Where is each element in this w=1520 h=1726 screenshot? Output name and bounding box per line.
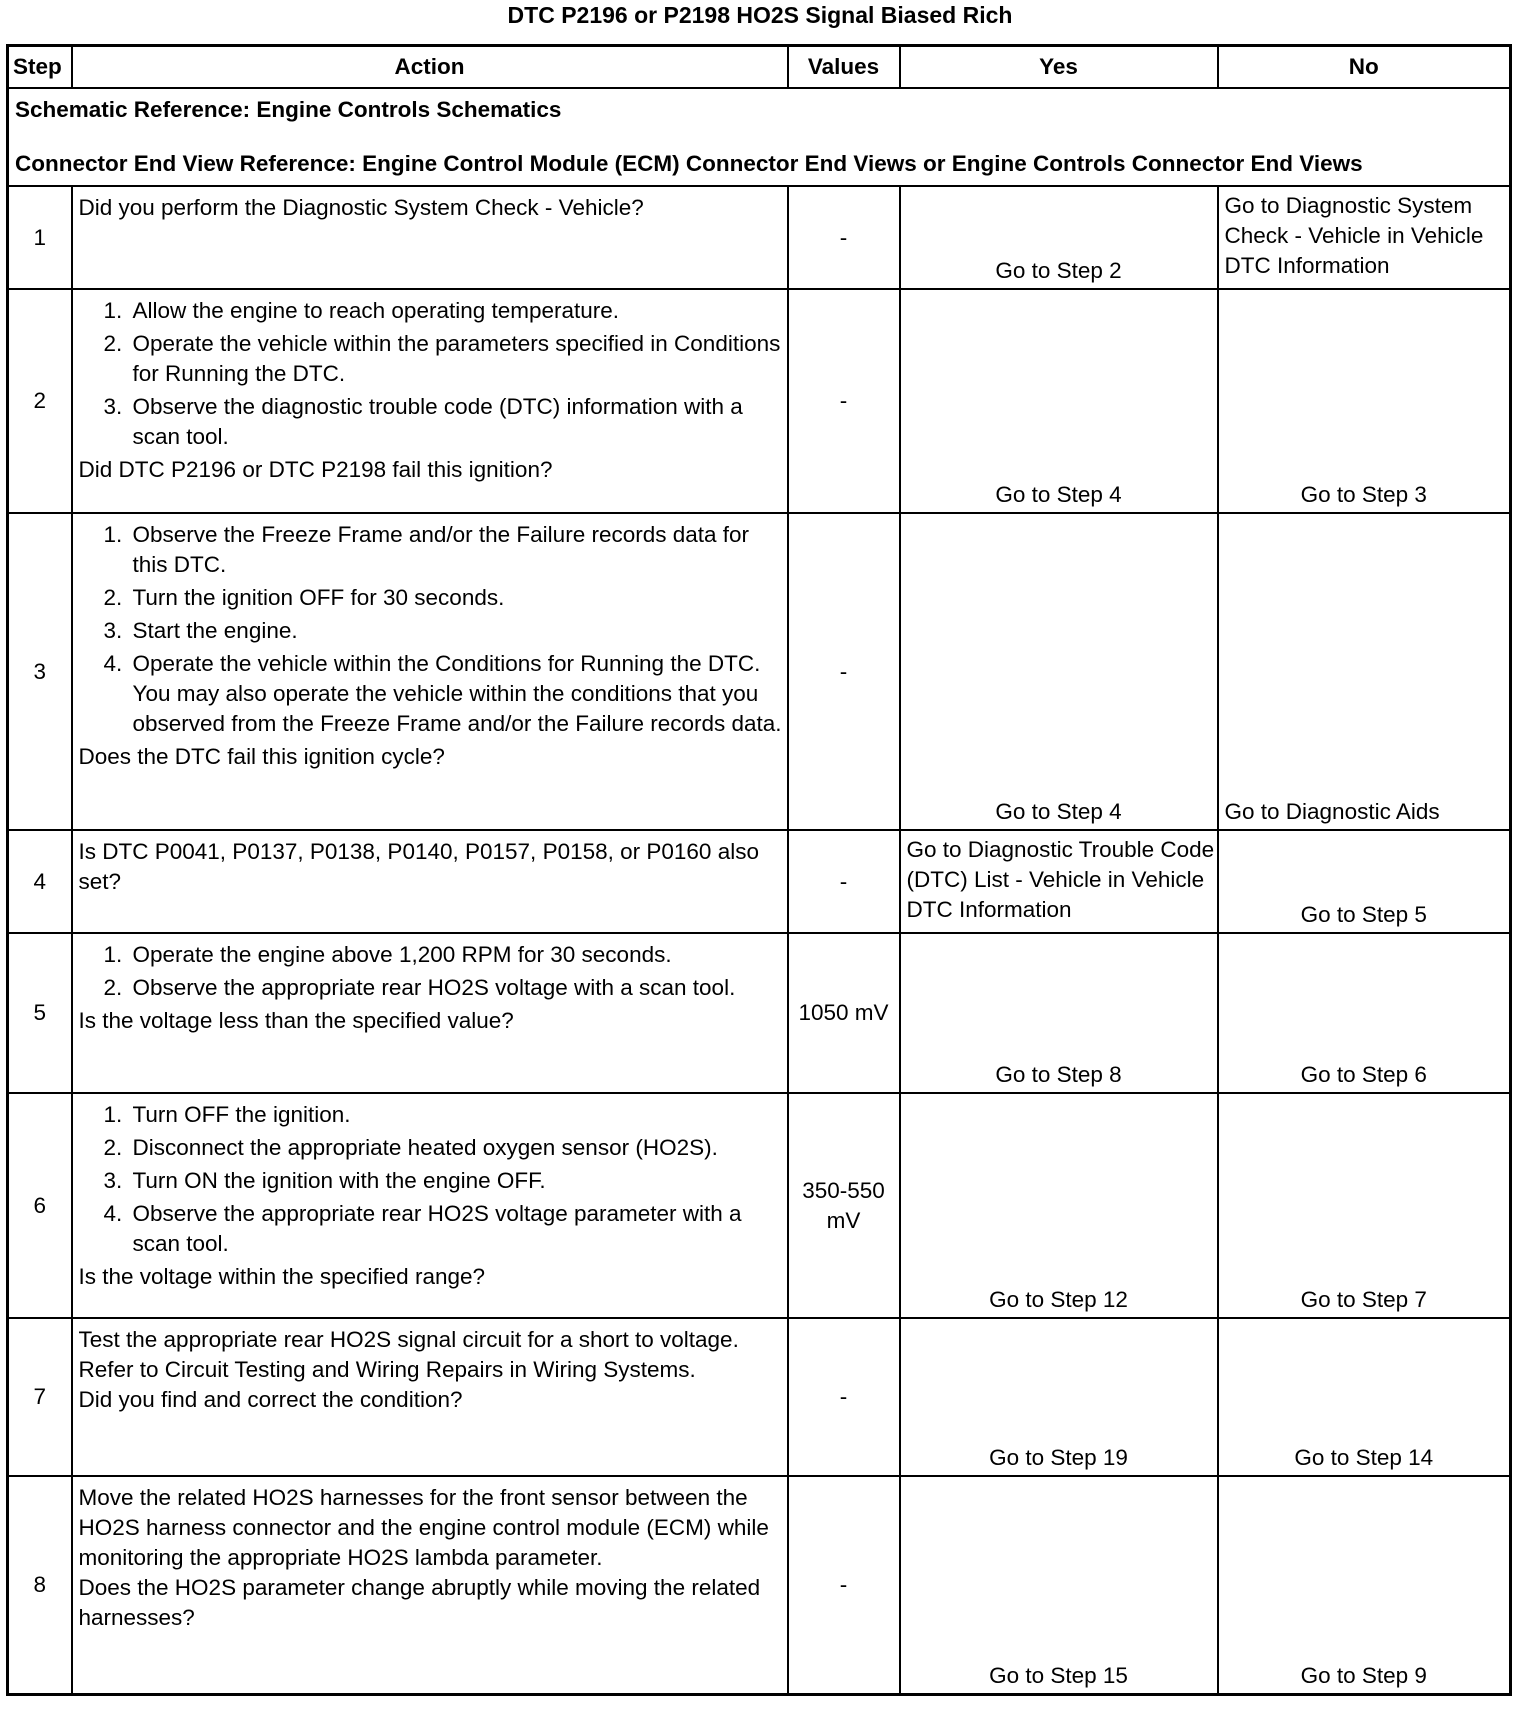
- step-number: 6: [8, 1093, 72, 1318]
- yes-cell: Go to Step 4: [900, 513, 1218, 830]
- yes-cell: Go to Step 12: [900, 1093, 1218, 1318]
- header-yes: Yes: [900, 46, 1218, 89]
- header-values: Values: [788, 46, 900, 89]
- header-no: No: [1218, 46, 1511, 89]
- header-action: Action: [72, 46, 788, 89]
- table-row: [8, 1318, 1511, 1476]
- no-cell: Go to Diagnostic System Check - Vehicle in Vehicle DTC Information: [1218, 186, 1511, 289]
- list-item: 3. Start the engine.: [129, 616, 783, 646]
- list-item: 2. Operate the vehicle within the parameters specified in Conditions for Running the DTC.: [129, 329, 783, 389]
- action-question: Does the DTC fail this ignition cycle?: [78, 744, 445, 769]
- action-list: [79, 520, 783, 739]
- no-cell: Go to Step 3: [1218, 289, 1511, 513]
- no-cell: Go to Step 7: [1218, 1093, 1511, 1318]
- no-cell: Go to Step 14: [1218, 1318, 1511, 1476]
- yes-cell: Go to Step 8: [900, 933, 1218, 1093]
- table-row: [8, 1476, 1511, 1694]
- yes-cell: Go to Step 2: [900, 186, 1218, 289]
- value-cell: -: [788, 1318, 900, 1476]
- header-row: [8, 46, 1511, 89]
- step-number: 1: [8, 186, 72, 289]
- value-cell: -: [788, 289, 900, 513]
- action-cell: [72, 186, 788, 289]
- action-cell: [72, 1093, 788, 1318]
- action-list: [79, 296, 783, 452]
- connector-reference: Connector End View Reference: Engine Control Module (ECM) Connector End Views or Engine Controls Connector End Views: [15, 151, 1363, 176]
- no-cell: Go to Step 5: [1218, 830, 1511, 933]
- step-number: 7: [8, 1318, 72, 1476]
- value-cell: -: [788, 513, 900, 830]
- list-item: 4. Observe the appropriate rear HO2S voltage parameter with a scan tool.: [129, 1199, 783, 1259]
- step-number: 3: [8, 513, 72, 830]
- list-item: 3. Observe the diagnostic trouble code (DTC) information with a scan tool.: [129, 392, 783, 452]
- action-list: [79, 1100, 783, 1259]
- table-row: [8, 289, 1511, 513]
- no-cell: Go to Diagnostic Aids: [1218, 513, 1511, 830]
- step-number: 4: [8, 830, 72, 933]
- value-cell: 350-550 mV: [788, 1093, 900, 1318]
- page-title: DTC P2196 or P2198 HO2S Signal Biased Rich: [507, 2, 1013, 28]
- value-cell: -: [788, 1476, 900, 1694]
- step-number: 5: [8, 933, 72, 1093]
- reference-cell: [8, 88, 1511, 186]
- table-row: [8, 513, 1511, 830]
- action-cell: [72, 513, 788, 830]
- action-text: Did you perform the Diagnostic System Check - Vehicle?: [78, 195, 644, 220]
- action-text: Move the related HO2S harnesses for the front sensor between the HO2S harness connector and the engine control module (ECM) while monitoring the appropriate HO2S lambda parameter.: [78, 1485, 769, 1570]
- table-row: [8, 830, 1511, 933]
- action-text: Is DTC P0041, P0137, P0138, P0140, P0157, P0158, or P0160 also set?: [78, 839, 759, 894]
- action-list: [79, 940, 783, 1003]
- list-item: 4. Operate the vehicle within the Conditions for Running the DTC. You may also operate the vehicle within the conditions that you observed from the Freeze Frame and/or the Failure records data.: [129, 649, 783, 739]
- action-question: Did DTC P2196 or DTC P2198 fail this ignition?: [78, 457, 553, 482]
- action-question: Is the voltage less than the specified value?: [78, 1008, 514, 1033]
- reference-row: [8, 88, 1511, 186]
- step-number: 8: [8, 1476, 72, 1694]
- yes-cell: Go to Step 19: [900, 1318, 1218, 1476]
- list-item: 1. Allow the engine to reach operating temperature.: [129, 296, 783, 326]
- action-text: Test the appropriate rear HO2S signal circuit for a short to voltage. Refer to Circuit Testing and Wiring Repairs in Wiring Systems.: [78, 1327, 739, 1382]
- table-row: [8, 1093, 1511, 1318]
- list-item: 3. Turn ON the ignition with the engine OFF.: [129, 1166, 783, 1196]
- action-cell: [72, 830, 788, 933]
- action-cell: [72, 933, 788, 1093]
- table-row: [8, 933, 1511, 1093]
- no-cell: Go to Step 9: [1218, 1476, 1511, 1694]
- action-cell: [72, 1318, 788, 1476]
- list-item: 2. Turn the ignition OFF for 30 seconds.: [129, 583, 783, 613]
- header-step: Step: [8, 46, 72, 89]
- table-row: [8, 186, 1511, 289]
- action-question: Does the HO2S parameter change abruptly while moving the related harnesses?: [78, 1575, 761, 1630]
- schematic-reference: Schematic Reference: Engine Controls Schematics: [15, 97, 562, 122]
- yes-cell: Go to Step 15: [900, 1476, 1218, 1694]
- list-item: 1. Observe the Freeze Frame and/or the Failure records data for this DTC.: [129, 520, 783, 580]
- step-number: 2: [8, 289, 72, 513]
- list-item: 2. Observe the appropriate rear HO2S voltage with a scan tool.: [129, 973, 783, 1003]
- action-cell: [72, 1476, 788, 1694]
- list-item: 1. Turn OFF the ignition.: [129, 1100, 783, 1130]
- yes-cell: Go to Diagnostic Trouble Code (DTC) List - Vehicle in Vehicle DTC Information: [900, 830, 1218, 933]
- action-question: Did you find and correct the condition?: [78, 1387, 463, 1412]
- no-cell: Go to Step 6: [1218, 933, 1511, 1093]
- action-cell: [72, 289, 788, 513]
- value-cell: -: [788, 186, 900, 289]
- list-item: 2. Disconnect the appropriate heated oxygen sensor (HO2S).: [129, 1133, 783, 1163]
- yes-cell: Go to Step 4: [900, 289, 1218, 513]
- list-item: 1. Operate the engine above 1,200 RPM for 30 seconds.: [129, 940, 783, 970]
- value-cell: -: [788, 830, 900, 933]
- diagnostic-table: [6, 44, 1512, 1696]
- value-cell: 1050 mV: [788, 933, 900, 1093]
- action-question: Is the voltage within the specified range?: [78, 1264, 486, 1289]
